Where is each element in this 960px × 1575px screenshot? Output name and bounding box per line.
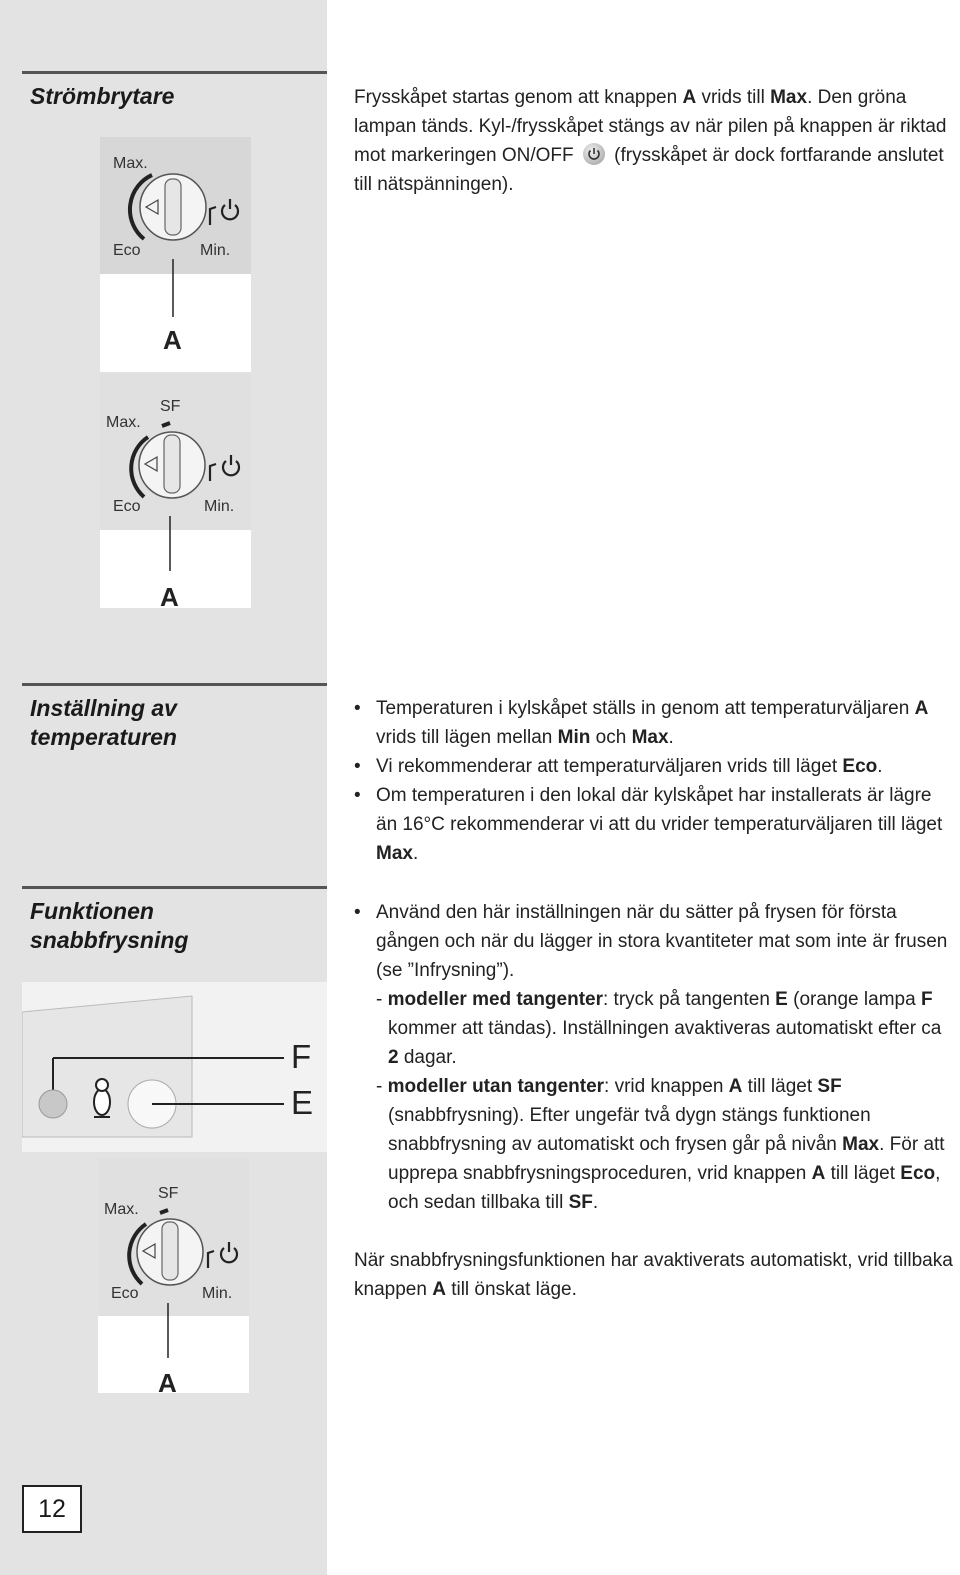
dial-label-max: Max. — [106, 414, 141, 431]
dial-label-eco: Eco — [113, 242, 141, 259]
section-rule — [22, 886, 327, 889]
dial-illustration — [100, 137, 251, 372]
penguin-icon — [94, 1079, 110, 1117]
dial-label-eco: Eco — [111, 1285, 139, 1302]
panel-letter-f: F — [291, 1038, 312, 1075]
heading-fastfreeze: Funktionen snabbfrysning — [30, 898, 189, 953]
heading-stromytare: Strömbrytare — [30, 83, 175, 109]
dial-label-min: Min. — [204, 498, 235, 515]
page-number: 12 — [22, 1485, 82, 1533]
section-rule — [22, 683, 327, 686]
power-paragraph: Frysskåpet startas genom att knappen A vrids till Max. Den gröna lampan tänds. Kyl-/frysskåpet stängs av när pilen på knappen är riktad mot markeringen ON/OFF (frysskåpet är dock fortfarande anslutet till nätspänningen). — [354, 87, 947, 195]
power-button-icon — [583, 143, 605, 165]
dial-label-sf: SF — [160, 398, 181, 415]
closing-paragraph: När snabbfrysningsfunktionen har avaktiverats automatiskt, vrid tillbaka knappen A till önskat läge. — [354, 1250, 953, 1300]
temperature-bullets — [354, 694, 954, 868]
bullet-item: • Om temperaturen i den lokal där kylskåpet har installerats är lägre än 16°C rekommenderar vi att du vrider temperaturväljaren till läget Max. — [354, 781, 954, 868]
dial-label-max: Max. — [104, 1201, 139, 1218]
indicator-lamp-f — [39, 1090, 67, 1118]
dial-label-eco: Eco — [113, 498, 141, 515]
dial-label-sf: SF — [158, 1185, 179, 1202]
section-rule — [22, 71, 327, 74]
dial-illustration-sf — [98, 1158, 249, 1393]
fastfreeze-text — [354, 898, 954, 1304]
dial-letter-a: A — [158, 1368, 177, 1393]
dial-letter-a: A — [163, 325, 182, 355]
panel-letter-e: E — [291, 1084, 314, 1121]
heading-temperature: Inställning av temperaturen — [30, 695, 177, 750]
dial-illustration-sf — [100, 373, 251, 608]
dial-label-max: Max. — [113, 155, 148, 172]
dial-label-min: Min. — [200, 242, 231, 259]
bullet-item: • Använd den här inställningen när du sätter på frysen för första gången och när du lägger in stora kvantiteter mat som inte är frusen (se ”Infrysning”). — [354, 898, 954, 985]
bullet-item: • Temperaturen i kylskåpet ställs in genom att temperaturväljaren A vrids till lägen mellan Min och Max. — [354, 694, 954, 752]
sub-item-without-keys: - modeller utan tangenter: vrid knappen A till läget SF (snabbfrysning). Efter ungefär två dygn stängs funktionen snabbfrysning av automatiskt och frysen går på nivån Max. För att upprepa snabbfrysningsproceduren, vrid knappen A till läget Eco, och sedan tillbaka till SF. — [376, 1076, 945, 1213]
dial-label-min: Min. — [202, 1285, 233, 1302]
control-panel-illustration — [22, 982, 327, 1152]
dial-letter-a: A — [160, 582, 179, 608]
sub-item-with-keys: - modeller med tangenter: tryck på tangenten E (orange lampa F kommer att tändas). Inställningen avaktiveras automatiskt efter ca 2 dagar. — [376, 989, 942, 1068]
bullet-item: • Vi rekommenderar att temperaturväljaren vrids till läget Eco. — [354, 752, 954, 781]
